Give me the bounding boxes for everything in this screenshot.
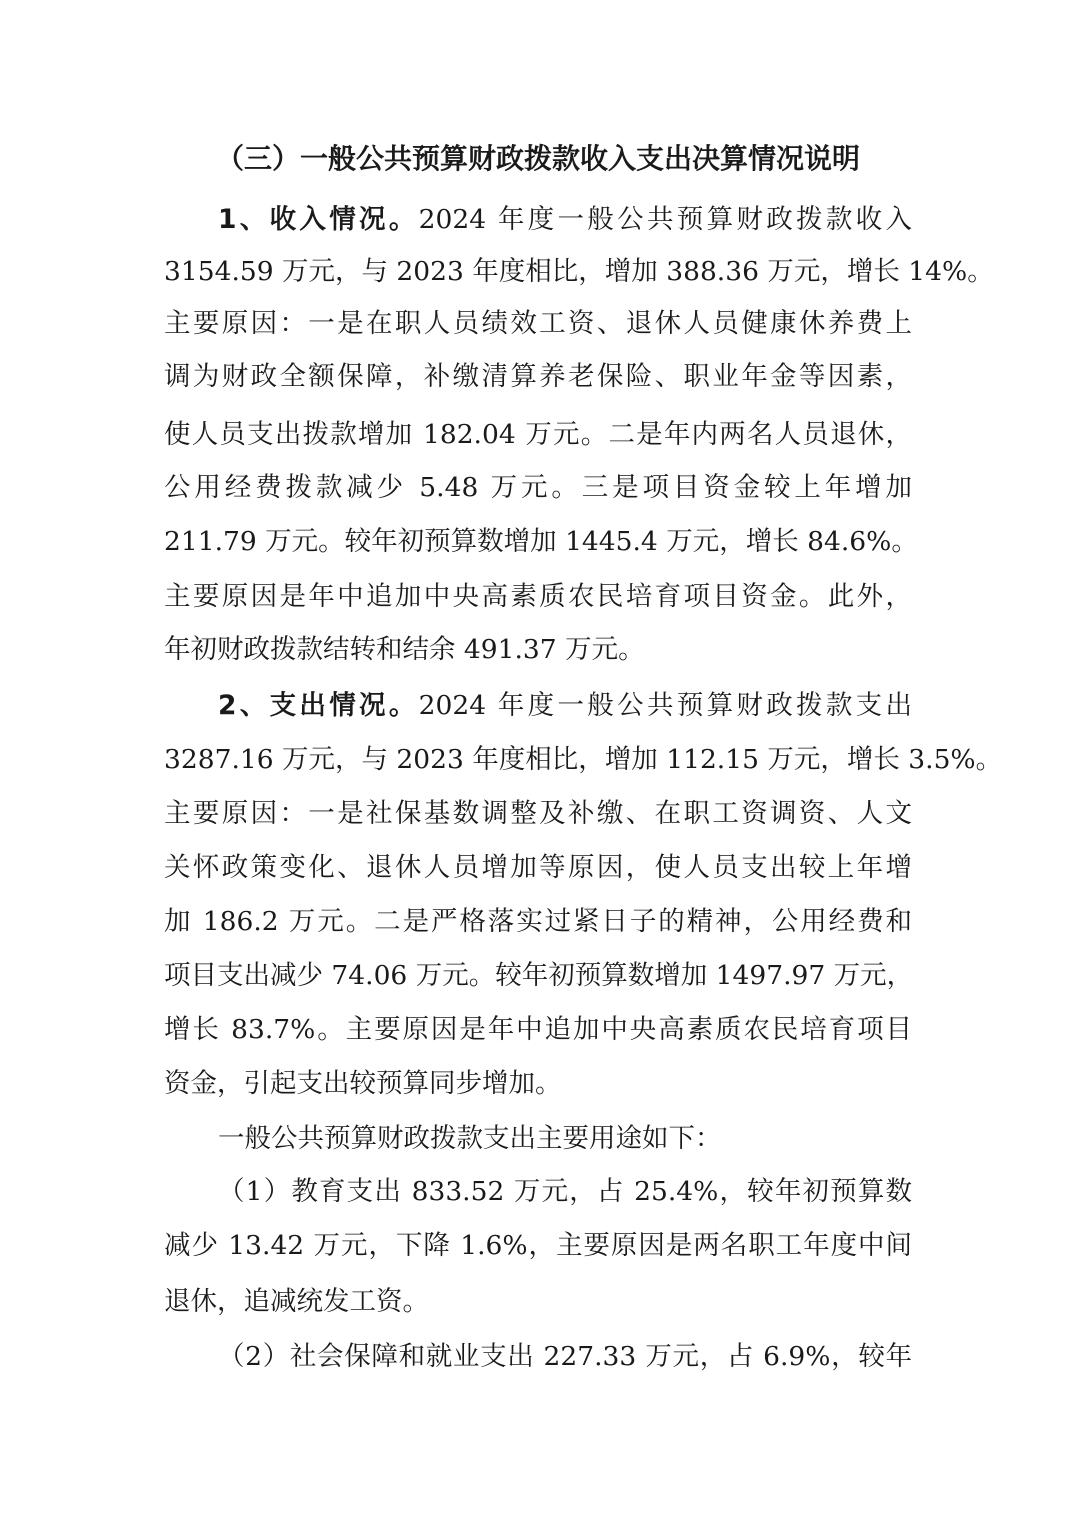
line-text: 2024 年度一般公共预算财政拨款支出 — [418, 690, 912, 721]
expenditure-heading: 2、支出情况。 — [218, 690, 419, 721]
paragraph-line: 公用经费拨款减少 5.48 万元。三是项目资金较上年增加 — [164, 472, 912, 503]
paragraph-line: 调为财政全额保障，补缴清算养老保险、职业年金等因素， — [164, 361, 912, 392]
paragraph-line: 主要原因：一是在职人员绩效工资、退休人员健康休养费上 — [164, 308, 912, 339]
paragraph-line: 211.79 万元。较年初预算数增加 1445.4 万元，增长 84.6%。 — [164, 526, 918, 557]
paragraph-line: 加 186.2 万元。二是严格落实过紧日子的精神，公用经费和 — [164, 906, 912, 937]
paragraph-line: 一般公共预算财政拨款支出主要用途如下： — [218, 1123, 722, 1154]
paragraph-line: 退休，追减统发工资。 — [164, 1286, 429, 1317]
paragraph-line: 主要原因是年中追加中央高素质农民培育项目资金。此外， — [164, 581, 912, 612]
paragraph-line: 3287.16 万元，与 2023 年度相比，增加 112.15 万元，增长 3.5%。 — [164, 744, 1003, 775]
line-text: 2024 年度一般公共预算财政拨款收入 — [418, 204, 912, 235]
section-title: （三）一般公共预算财政拨款收入支出决算情况说明 — [215, 142, 860, 175]
paragraph-line: （1）教育支出 833.52 万元，占 25.4%，较年初预算数 — [218, 1176, 912, 1207]
income-heading: 1、收入情况。 — [218, 204, 419, 235]
paragraph-line: 资金，引起支出较预算同步增加。 — [164, 1068, 562, 1099]
paragraph-line: 项目支出减少 74.06 万元。较年初预算数增加 1497.97 万元， — [164, 960, 914, 991]
paragraph-line: 减少 13.42 万元，下降 1.6%，主要原因是两名职工年度中间 — [164, 1230, 912, 1261]
paragraph-line: 主要原因：一是社保基数调整及补缴、在职工资调资、人文 — [164, 798, 912, 829]
paragraph-line — [218, 684, 912, 728]
paragraph-line: 年初财政拨款结转和结余 491.37 万元。 — [164, 634, 645, 665]
paragraph-line: 3154.59 万元，与 2023 年度相比，增加 388.36 万元，增长 14%。 — [164, 256, 994, 287]
paragraph-line: 增长 83.7%。主要原因是年中追加中央高素质农民培育项目 — [164, 1014, 912, 1045]
paragraph-line: 关怀政策变化、退休人员增加等原因，使人员支出较上年增 — [164, 852, 912, 883]
paragraph-line — [218, 198, 912, 242]
paragraph-line: 使人员支出拨款增加 182.04 万元。二是年内两名人员退休， — [164, 419, 912, 450]
paragraph-line: （2）社会保障和就业支出 227.33 万元，占 6.9%，较年 — [218, 1341, 912, 1372]
